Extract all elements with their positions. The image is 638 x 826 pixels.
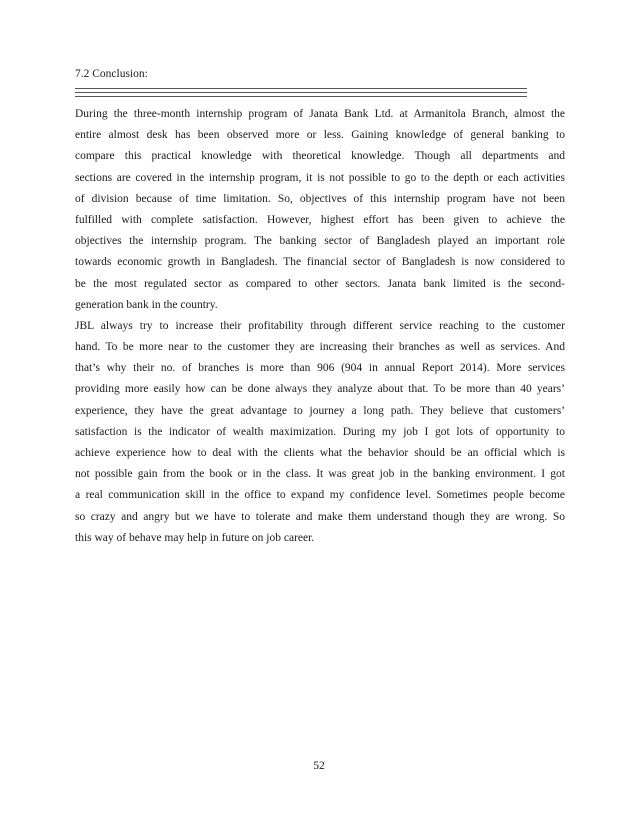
text-line: be the most regulated sector as compared to other sectors. Janata bank limited is the second-: [75, 277, 565, 290]
text-line: objectives the internship program. The banking sector of Bangladesh played an important role: [75, 235, 565, 248]
text-line: hand. To be more near to the customer they are increasing their branches as well as services. And: [75, 341, 565, 354]
text-line: achieve experience how to deal with the clients what the behavior should be an official which is: [75, 447, 565, 459]
text-line: a real communication skill in the office to expand my confidence level. Sometimes people become: [75, 489, 565, 502]
text-line: During the three-month internship program of Janata Bank Ltd. at Armanitola Branch, almost the: [75, 108, 565, 120]
text-line: towards economic growth in Bangladesh. The financial sector of Bangladesh is now considered to: [75, 256, 565, 269]
heading-rule: [75, 92, 527, 93]
text-line: generation bank in the country.: [75, 298, 218, 311]
text-line: entire almost desk has been observed more or less. Gaining knowledge of general banking to: [75, 129, 565, 142]
text-line: fulfilled with complete satisfaction. However, highest effort has been given to achieve the: [75, 213, 565, 226]
text-line: not possible gain from the book or in the class. It was great job in the banking environment. I got: [75, 468, 565, 481]
text-line: satisfaction is the indicator of wealth maximization. During my job I got lots of opportunity to: [75, 425, 565, 438]
text-line: that’s why their no. of branches is more than 906 (904 in annual Report 2014). More services: [75, 362, 565, 375]
text-line: of division because of time limitation. So, objectives of this internship program have not been: [75, 192, 565, 205]
body-text: [75, 104, 565, 549]
text-line: JBL always try to increase their profitability through different service reaching to the customer: [75, 319, 565, 332]
text-line: compare this practical knowledge with theoretical knowledge. Though all departments and: [75, 150, 565, 163]
text-line: providing more easily how can be done always they analyze about that. To be more than 40 years’: [75, 383, 565, 396]
heading-rule: [75, 88, 527, 89]
text-line: experience, they have the great advantage to journey a long path. They believe that customers’: [75, 404, 565, 417]
section-heading: 7.2 Conclusion:: [75, 68, 148, 80]
page-number: 52: [313, 760, 325, 772]
text-line: sections are covered in the internship program, it is not possible to go to the depth or each activities: [75, 171, 565, 184]
heading-rule: [75, 96, 527, 97]
text-line: this way of behave may help in future on job career.: [75, 531, 315, 544]
text-line: so crazy and angry but we have to tolerate and make them understand though they are wrong. So: [75, 510, 565, 523]
